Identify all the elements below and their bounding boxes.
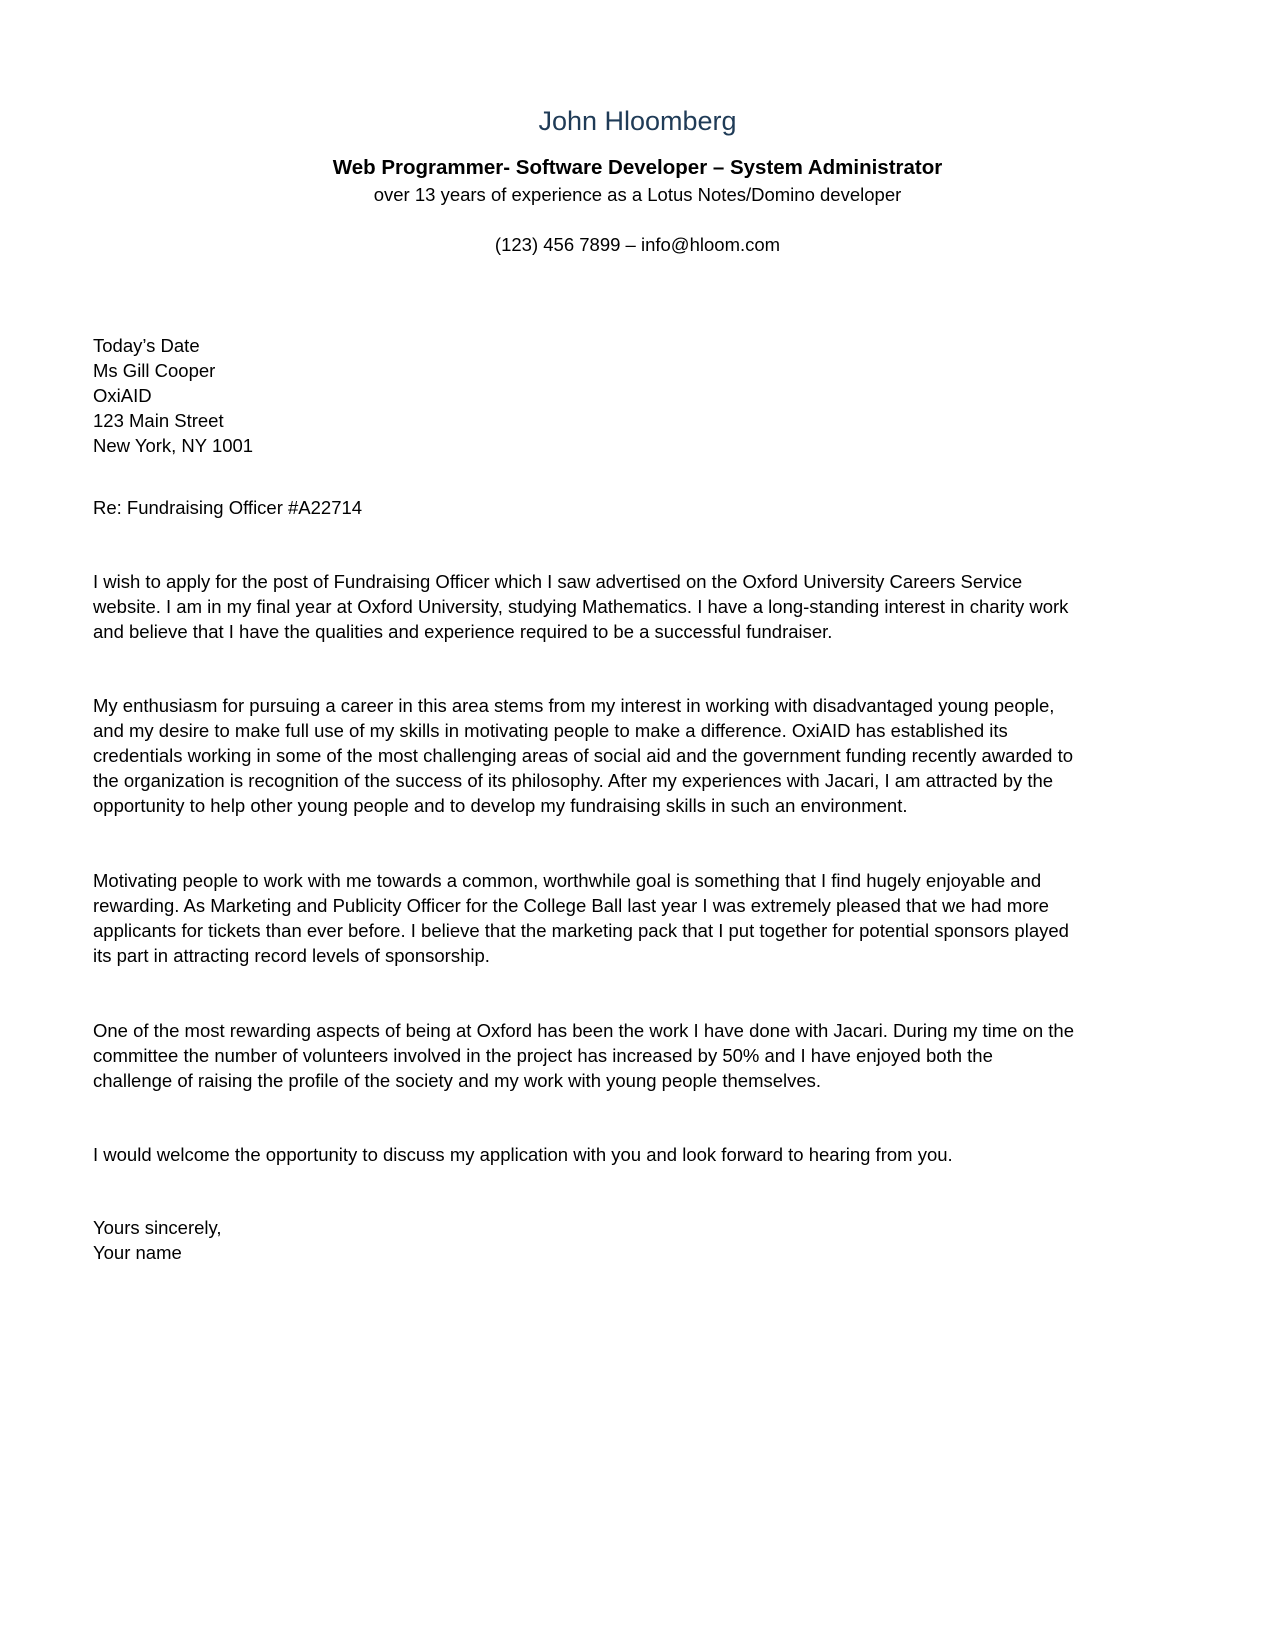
recipient-street: 123 Main Street [93,410,224,431]
recipient-name: Ms Gill Cooper [93,360,216,381]
paragraph-line: the organization is recognition of the success of its philosophy. After my experiences with Jacari, I am attracted by the [93,770,1054,791]
recipient-company: OxiAID [93,385,152,406]
paragraph-line: I wish to apply for the post of Fundraising Officer which I saw advertised on the Oxford University Careers Service [93,571,1023,592]
closing-block [93,1215,1193,1265]
paragraph-line: its part in attracting record levels of sponsorship. [93,945,490,966]
paragraph-line: and believe that I have the qualities and experience required to be a successful fundraiser. [93,621,833,642]
applicant-summary: over 13 years of experience as a Lotus Notes/Domino developer [373,184,902,205]
paragraph-2 [93,693,1193,818]
paragraph-line: rewarding. As Marketing and Publicity Officer for the College Ball last year I was extremely pleased that we had more [93,895,1049,916]
closing-salutation: Yours sincerely, [93,1217,222,1238]
letter-date: Today’s Date [93,335,200,356]
paragraph-line: committee the number of volunteers involved in the project has increased by 50% and I have enjoyed both the [93,1045,993,1066]
paragraph-5 [93,1142,1193,1167]
paragraph-line: My enthusiasm for pursuing a career in this area stems from my interest in working with disadvantaged young people, [93,695,1055,716]
signature-name: Your name [93,1242,182,1263]
applicant-headline: Web Programmer- Software Developer – System Administrator [332,156,943,179]
paragraph-line: Motivating people to work with me towards a common, worthwhile goal is something that I find hugely enjoyable and [93,870,1042,891]
recipient-block [93,333,1193,458]
paragraph-1 [93,569,1193,644]
paragraph-line: credentials working in some of the most challenging areas of social aid and the government funding recently awarded to [93,745,1074,766]
paragraph-4 [93,1018,1193,1093]
reference-line: Re: Fundraising Officer #A22714 [93,497,363,518]
paragraph-line: opportunity to help other young people and to develop my fundraising skills in such an environment. [93,795,908,816]
paragraph-line: and my desire to make full use of my skills in motivating people to make a difference. OxiAID has established its [93,720,1008,741]
paragraph-line: challenge of raising the profile of the society and my work with young people themselves. [93,1070,822,1091]
paragraph-line: applicants for tickets than ever before. I believe that the marketing pack that I put together for potential sponsors played [93,920,1069,941]
paragraph-line: I would welcome the opportunity to discuss my application with you and look forward to hearing from you. [93,1144,953,1165]
paragraph-3 [93,868,1193,968]
paragraph-line: website. I am in my final year at Oxford University, studying Mathematics. I have a long-standing interest in charity work [93,596,1069,617]
applicant-name: John Hloomberg [538,106,737,136]
recipient-city: New York, NY 1001 [93,435,254,456]
applicant-contact: (123) 456 7899 – info@hloom.com [494,234,781,255]
paragraph-line: One of the most rewarding aspects of being at Oxford has been the work I have done with Jacari. During my time on the [93,1020,1075,1041]
